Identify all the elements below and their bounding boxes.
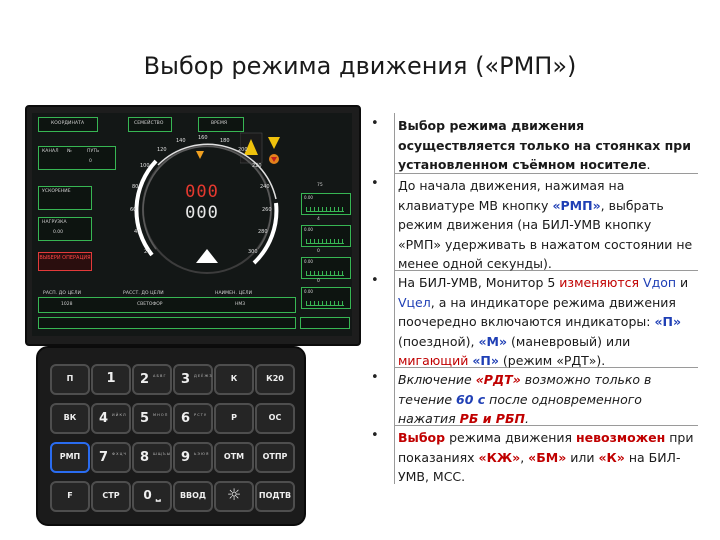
key-brightness[interactable] bbox=[214, 481, 254, 512]
scale-tick: 140 bbox=[176, 138, 186, 144]
key-ОТПР[interactable] bbox=[255, 442, 295, 473]
key-0[interactable] bbox=[132, 481, 172, 512]
key-digit-4[interactable] bbox=[91, 403, 131, 434]
coordinate-box bbox=[38, 117, 98, 132]
bullet-5: Выбор режима движения невозможен при показаниях «КЖ», «БМ» или «К» на БИЛ-УМВ, МСС. bbox=[398, 430, 694, 484]
path-label: ПУТЬ bbox=[87, 149, 100, 154]
scale-tick: 100 bbox=[140, 163, 150, 169]
key-label: ОС bbox=[268, 413, 282, 422]
key-РМП[interactable] bbox=[50, 442, 90, 473]
accel-label: УСКОРЕНИЕ bbox=[42, 189, 71, 194]
channel-value: № bbox=[67, 149, 72, 154]
target-name-label: НАИМЕН. ЦЕЛИ bbox=[215, 291, 253, 296]
brightness-icon: ☼ bbox=[226, 485, 242, 504]
key-СТР[interactable] bbox=[91, 481, 131, 512]
key-ОТМ[interactable] bbox=[214, 442, 254, 473]
speed-current: 000 bbox=[185, 182, 219, 202]
bullet-3: На БИЛ-УМВ, Монитор 5 изменяются Vдоп и Vцел, а на индикаторе режима движения поочередно включаются индикаторы: «П» (поездной), «М» (маневровый) или мигающий «П» (режим «РДТ»). bbox=[398, 275, 689, 368]
key-digit-label: 9 bbox=[181, 450, 191, 465]
arrow-up-icon bbox=[196, 249, 218, 263]
bullet-2: До начала движения, нажимая на клавиатуре МВ кнопку «РМП», выбрать режим движения (на БИЛ-УМВ кнопку «РМП» удерживать в нажатом состоянии не менее одной секунды). bbox=[398, 178, 693, 271]
scale-tick: 40 bbox=[134, 229, 141, 235]
key-К20[interactable] bbox=[255, 364, 295, 395]
key-letters: Р С Т У bbox=[194, 413, 207, 417]
channel-label: КАНАЛ bbox=[42, 149, 59, 154]
dist-value: 1028 bbox=[61, 302, 73, 307]
dist2-label: РАССТ. ДО ЦЕЛИ bbox=[123, 291, 164, 296]
right-value: 0 bbox=[317, 249, 320, 254]
key-label: СТР bbox=[102, 491, 120, 500]
dist-label: РАСП. ДО ЦЕЛИ bbox=[43, 291, 82, 296]
scale-tick: 300 bbox=[248, 249, 258, 255]
scale-tick: 60 bbox=[130, 207, 137, 213]
right-value: 0 bbox=[317, 279, 320, 284]
key-letters: И Й К Л bbox=[112, 413, 126, 417]
right-value: 4 bbox=[317, 217, 320, 222]
right-gauge: 0.00 bbox=[301, 225, 351, 247]
key-digit-5[interactable] bbox=[132, 403, 172, 434]
target-type-value: СВЕТОФОР bbox=[137, 302, 163, 307]
scale-tick: 260 bbox=[262, 207, 272, 213]
bullet-icon: • bbox=[371, 370, 379, 385]
key-digit-label: 7 bbox=[99, 450, 109, 465]
key-ВВОД[interactable] bbox=[173, 481, 213, 512]
bullet-1-text: Выбор режима движения осуществляется только на стоянках при установленном съёмном носителе bbox=[398, 118, 692, 172]
key-letters: Д Е Ё Ж З bbox=[194, 374, 212, 378]
key-digit-8[interactable] bbox=[132, 442, 172, 473]
key-digit-7[interactable] bbox=[91, 442, 131, 473]
channel-box bbox=[38, 146, 116, 170]
key-letters: Ь Э Ю Я bbox=[194, 452, 209, 456]
key-label: ОТПР bbox=[262, 452, 288, 461]
key-digit-9[interactable] bbox=[173, 442, 213, 473]
key-К[interactable] bbox=[214, 364, 254, 395]
key-letters: М Н О П bbox=[153, 413, 168, 417]
key-ВК[interactable] bbox=[50, 403, 90, 434]
right-gauge: 0.00 bbox=[301, 193, 351, 215]
key-ОС[interactable] bbox=[255, 403, 295, 434]
bullet-icon: • bbox=[371, 273, 379, 288]
key-letters: Ш Щ Ъ Ы bbox=[153, 452, 170, 456]
key-digit-6[interactable] bbox=[173, 403, 213, 434]
alarm-indicator: ВЫБЕРИ ОПЕРАЦИЯ bbox=[38, 252, 92, 271]
right-gauge: 0.00 bbox=[301, 257, 351, 279]
key-digit-label: 3 bbox=[181, 372, 191, 387]
key-label: F bbox=[67, 491, 73, 500]
key-label: РМП bbox=[59, 452, 81, 461]
keypad bbox=[36, 346, 306, 526]
key-digit-2[interactable] bbox=[132, 364, 172, 395]
key-label: ВК bbox=[63, 413, 77, 422]
key-П[interactable] bbox=[50, 364, 90, 395]
key-digit-label: 8 bbox=[140, 450, 150, 465]
bullet-icon: • bbox=[371, 428, 379, 443]
speed-pointer-icon bbox=[196, 151, 204, 159]
bullet-icon: • bbox=[371, 116, 379, 131]
status-bar bbox=[38, 317, 296, 329]
key-letters: Ф Х Ц Ч bbox=[112, 452, 126, 456]
key-F[interactable] bbox=[50, 481, 90, 512]
accel-box bbox=[38, 186, 92, 210]
time-label: ВРЕМЯ bbox=[211, 121, 228, 126]
bullet-4: Включение «РДТ» возможно только в течение 60 с после одновременного нажатия РБ и РБП. bbox=[398, 372, 652, 426]
target-name-value: НМ3 bbox=[235, 302, 246, 307]
path-value: 0 bbox=[89, 159, 92, 164]
pressure-label: НАГРУЗКА bbox=[42, 220, 67, 225]
key-label: 0 ⎵ bbox=[143, 488, 161, 502]
bullet-1: Выбор режима движения осуществляется только на стоянках при установленном съёмном носителе. bbox=[398, 118, 692, 172]
instructions-panel bbox=[365, 113, 698, 484]
key-digit-label: 6 bbox=[181, 411, 191, 426]
slide-title: Выбор режима движения («РМП») bbox=[143, 52, 577, 80]
status-bar-right bbox=[300, 317, 350, 329]
scale-tick: 20 bbox=[144, 249, 151, 255]
coordinate-label: КООРДИНАТА bbox=[51, 121, 85, 126]
scale-tick: 80 bbox=[132, 184, 139, 190]
right-value: 75 bbox=[317, 183, 323, 188]
key-Р[interactable] bbox=[214, 403, 254, 434]
key-label: ОТМ bbox=[223, 452, 245, 461]
key-label: Р bbox=[231, 413, 237, 422]
target-info-bar bbox=[38, 291, 296, 313]
key-digit-3[interactable] bbox=[173, 364, 213, 395]
key-ПОДТВ[interactable] bbox=[255, 481, 295, 512]
key-label: 1 bbox=[106, 371, 116, 386]
scale-tick: 200 bbox=[238, 147, 248, 153]
right-gauge: 0.00 bbox=[301, 287, 351, 309]
monitor-screen bbox=[32, 113, 352, 336]
key-label: ВВОД bbox=[179, 491, 207, 500]
key-label: К20 bbox=[266, 374, 284, 383]
pressure-value: 0.00 bbox=[53, 230, 64, 235]
scale-tick: 180 bbox=[220, 138, 230, 144]
key-digit-label: 2 bbox=[140, 372, 150, 387]
key-digit-label: 4 bbox=[99, 411, 109, 426]
scale-tick: 160 bbox=[198, 135, 208, 141]
key-label: П bbox=[66, 374, 74, 383]
speed-target: 000 bbox=[185, 203, 219, 223]
pressure-box bbox=[38, 217, 92, 241]
scale-tick: 240 bbox=[260, 184, 270, 190]
key-letters: А Б В Г bbox=[153, 374, 166, 378]
key-digit-label: 5 bbox=[140, 411, 150, 426]
bullet-icon: • bbox=[371, 176, 379, 191]
key-label: К bbox=[230, 374, 238, 383]
scale-tick: 120 bbox=[157, 147, 167, 153]
signal-label: СЕМЕЙСТВО bbox=[134, 121, 164, 126]
speedometer bbox=[126, 121, 288, 283]
scale-tick: 280 bbox=[258, 229, 268, 235]
key-1[interactable] bbox=[91, 364, 131, 395]
scale-tick: 220 bbox=[252, 163, 262, 169]
key-label: ПОДТВ bbox=[258, 491, 292, 500]
monitor-display bbox=[25, 105, 361, 346]
